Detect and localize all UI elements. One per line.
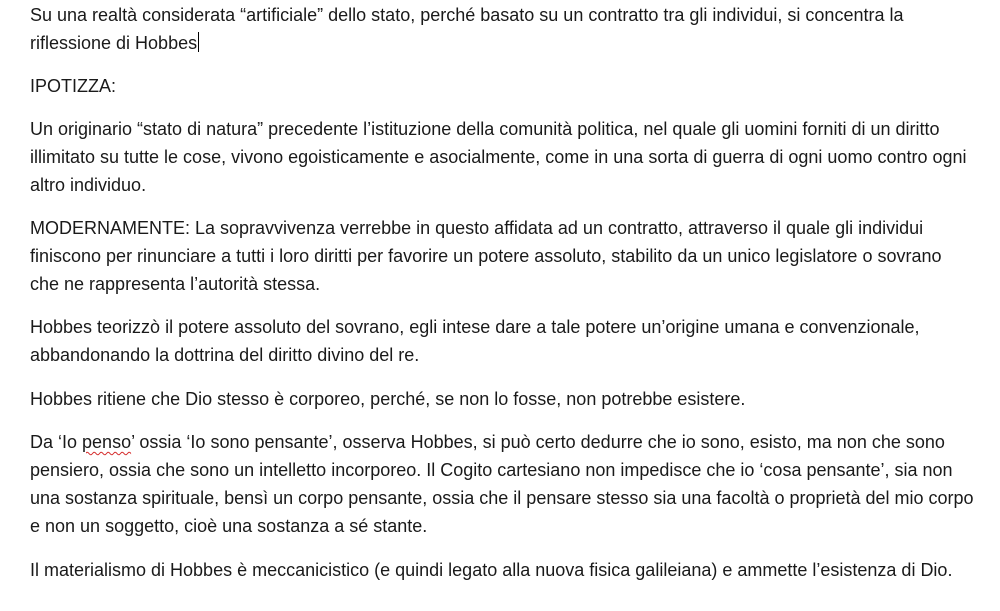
paragraph-3[interactable]: Un originario “stato di natura” precedente l’istituzione della comunità politica, nel quale gli uomini forniti di un diritto illimitato su tutte le cose, vivono egoisticamente e asocialmente, come in una sorta di guerra di ogni uomo contro ogni altro individuo. bbox=[30, 119, 967, 195]
paragraph-7-text-start: Da ‘Io bbox=[30, 432, 83, 452]
paragraph-7-text-rest: ’ ossia ‘Io sono pensante’, osserva Hobbes, si può certo dedurre che io sono, esisto, ma non che sono pensiero, ossia che sono un intelletto incorporeo. Il Cogito cartesiano non impedisce che io ‘cosa pensante’, sia non una sostanza spirituale, bensì un corpo pensante, ossia che il pensare stesso sia una facoltà o proprietà del mio corpo e non un soggetto, cioè una sostanza a sé stante. bbox=[30, 432, 974, 536]
paragraph-6[interactable]: Hobbes ritiene che Dio stesso è corporeo, perché, se non lo fosse, non potrebbe esistere. bbox=[30, 389, 746, 409]
paragraph-4[interactable]: MODERNAMENTE: La sopravvivenza verrebbe in questo affidata ad un contratto, attraverso il quale gli individui finiscono per rinunciare a tutti i loro diritti per favorire un potere assoluto, stabilito da un unico legislatore o sovrano che ne rappresenta l’autorità stessa. bbox=[30, 218, 942, 294]
paragraph-8[interactable]: Il materialismo di Hobbes è meccanicistico (e quindi legato alla nuova fisica galileiana) e ammette l’esistenza di Dio. bbox=[30, 560, 953, 580]
paragraph-1-text: Su una realtà considerata “artificiale” dello stato, perché basato su un contratto tra gli individui, si concentra la riflessione di Hobbes bbox=[30, 5, 904, 53]
paragraph-heading-ipotizza[interactable]: IPOTIZZA: bbox=[30, 76, 117, 96]
text-cursor bbox=[198, 32, 199, 52]
paragraph-5[interactable]: Hobbes teorizzò il potere assoluto del sovrano, egli intese dare a tale potere un’origine umana e convenzionale, abbandonando la dottrina del diritto divino del re. bbox=[30, 317, 920, 365]
paragraph-7[interactable] bbox=[30, 428, 975, 540]
paragraph-1[interactable] bbox=[30, 1, 975, 57]
spellcheck-flagged-word[interactable]: penso bbox=[82, 432, 132, 452]
